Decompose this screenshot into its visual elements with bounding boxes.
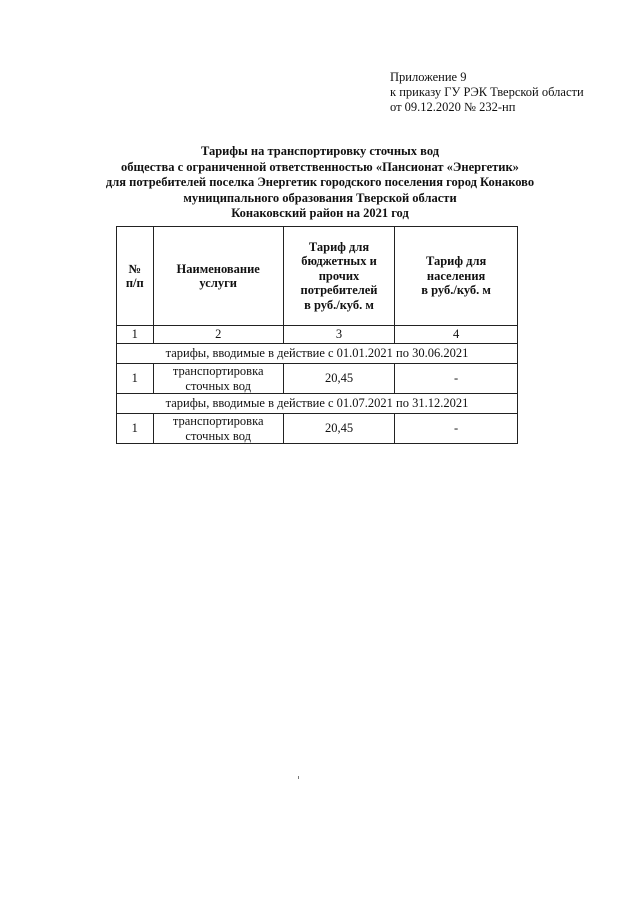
header-population-line-1: Тариф для (425, 254, 487, 269)
service-line-2: сточных вод (185, 428, 251, 443)
annex-line-1: Приложение 9 (390, 70, 467, 84)
title-line-5: Конаковский район на 2021 год (231, 206, 409, 220)
service-line-1: транспортировка (172, 364, 264, 378)
column-number-1: 1 (117, 326, 154, 344)
row-population-tariff: - (395, 364, 518, 394)
header-budget-line-4: потребителей (300, 283, 378, 298)
column-number-3: 3 (283, 326, 394, 344)
scan-speck (298, 776, 299, 779)
table-header-row (117, 227, 518, 326)
row-number: 1 (117, 364, 154, 394)
header-budget-line-2: бюджетных и (301, 254, 377, 269)
column-number-2: 2 (153, 326, 283, 344)
service-line-1: транспортировка (172, 414, 264, 428)
annex-line-3: от 09.12.2020 № 232-нп (390, 100, 516, 114)
service-line-2: сточных вод (185, 378, 251, 393)
title-line-3: для потребителей поселка Энергетик городского поселения город Конаково (105, 175, 535, 189)
period-row-2 (117, 394, 518, 414)
document-title (0, 144, 640, 222)
header-number (117, 227, 154, 326)
header-budget-line-5: в руб./куб. м (304, 297, 374, 312)
tariff-table (116, 226, 518, 444)
column-number-row (117, 326, 518, 344)
row-number: 1 (117, 414, 154, 444)
header-budget-tariff (283, 227, 394, 326)
period-row-1 (117, 344, 518, 364)
header-service-line-2: услуги (199, 276, 237, 290)
table-row (117, 364, 518, 394)
header-service-line-1: Наименование (176, 261, 260, 276)
period-label-1: тарифы, вводимые в действие с 01.01.2021 по 30.06.2021 (117, 344, 518, 364)
row-budget-tariff: 20,45 (283, 364, 394, 394)
header-budget-line-3: прочих (318, 268, 360, 283)
annex-reference (390, 70, 584, 115)
title-line-2: общества с ограниченной ответственностью «Пансионат «Энергетик» (121, 159, 519, 174)
header-service-name (153, 227, 283, 326)
annex-line-2: к приказу ГУ РЭК Тверской области (390, 85, 584, 99)
row-service-name (153, 364, 283, 394)
row-population-tariff: - (395, 414, 518, 444)
header-number-line-1: № (128, 261, 142, 276)
header-budget-line-1: Тариф для (308, 239, 370, 254)
row-budget-tariff: 20,45 (283, 414, 394, 444)
period-label-2: тарифы, вводимые в действие с 01.07.2021 по 31.12.2021 (117, 394, 518, 414)
header-population-line-3: в руб./куб. м (421, 283, 491, 298)
title-line-1: Тарифы на транспортировку сточных вод (200, 144, 440, 158)
table-row (117, 414, 518, 444)
header-population-tariff (395, 227, 518, 326)
row-service-name (153, 414, 283, 444)
title-line-4: муниципального образования Тверской области (183, 190, 457, 205)
header-population-line-2: населения (426, 268, 486, 283)
column-number-4: 4 (395, 326, 518, 344)
header-number-line-2: п/п (125, 276, 144, 290)
